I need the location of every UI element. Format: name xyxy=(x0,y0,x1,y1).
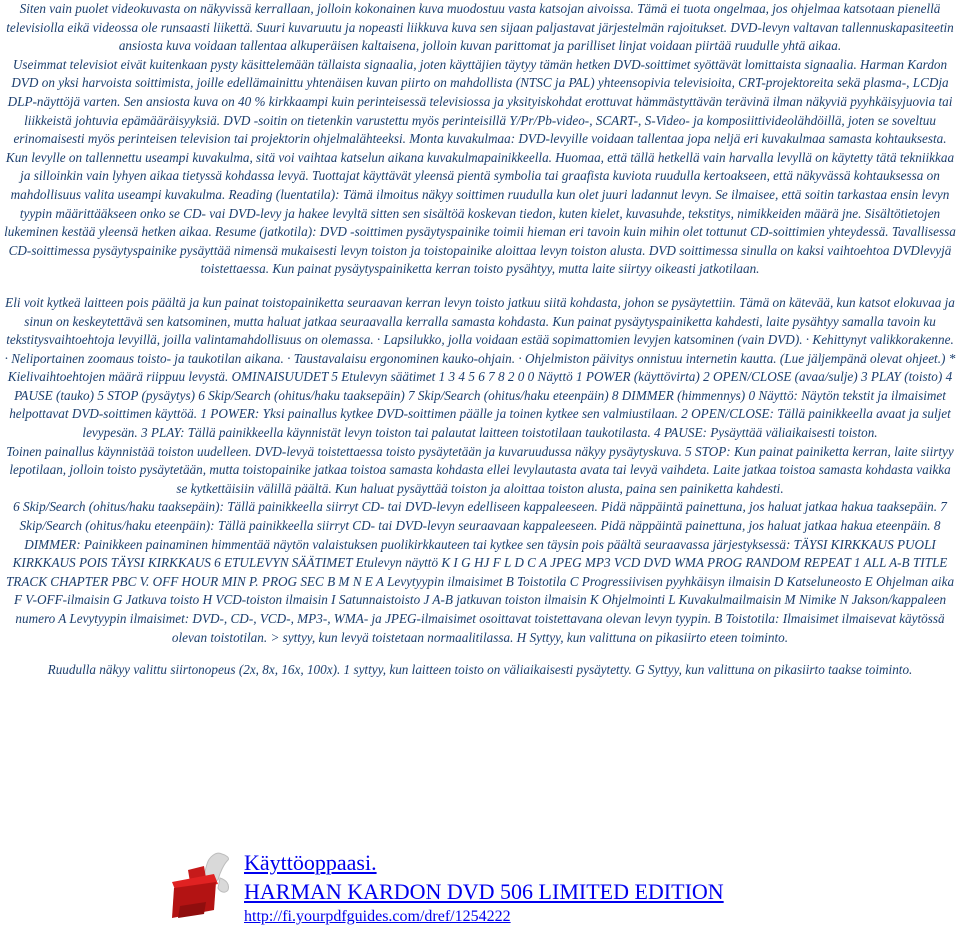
paragraph-2: Useimmat televisiot eivät kuitenkaan pysty käsittelemään tällaista signaalia, joten käyttäjien täytyy tämän hetken DVD-soittimet syöttävät lomittaista signaalia. Harman Kardon DVD on yksi harvoista soittimista, joille edellämainittu yhtenäisen kuvan piirto on mahdollista (NTSC ja PAL) yhteensopivia televisioita, CRT-projektoreita sekä plasma-, LCDja DLP-näyttöjä varten. Sen ansiosta kuva on 40 % kirkkaampi kuin perinteisessä televisiossa ja yksityiskohdat erottuvat hämmästyttävän terävinä ilman näkyviä pyyhkäisyjuovia tai liikkeistä johtuvia epämääräisyyksiä. DVD -soitin on tietenkin varustettu myös perinteisillä Y/Pr/Pb-video-, SCART-, S-Video- ja komposiittivideolähdöillä, joten se soveltuu erinomaisesti myös perinteisen television tai projektorin ohjelmalähteeksi. Monta kuvakulmaa: DVD-levyille voidaan tallentaa jopa neljä eri kuvakulmaa samasta kohtauksesta. xyxy=(7,56,953,147)
paragraph-5: Toinen painallus käynnistää toiston uudelleen. DVD-levyä toistettaessa toisto pysäytetään ja kuvaruudussa näkyy pysäytyskuva. 5 STOP: Kun painat painiketta kerran, laite siirtyy lepotilaan, jolloin toisto pysäytetään, mutta toistopainike jatkaa toistoa samasta kohdasta ellei levylautasta avata tai levyä vaihdeta. Laite jatkaa toistoa samasta kohdasta vaikka se kytkettäisiin välillä päältä. Kun haluat pysäyttää toiston ja aloittaa toiston alusta, paina sen painiketta kahdesti. xyxy=(6,443,954,496)
product-link[interactable]: HARMAN KARDON DVD 506 LIMITED EDITION xyxy=(244,879,724,904)
paragraph-3: Kun levylle on tallennettu useampi kuvakulma, sitä voi vaihtaa katselun aikana kuvakulmapainikkeella. Huomaa, että tällä hetkellä vain harvalla levyllä on käytetty tätä tekniikkaa ja silloinkin vain lyhyen aikaa tietyssä kohdassa levyä. Tuottajat käyttävät yleensä pientä symbolia tai graafista kuviota ruudulla kertoakseen, että näkyvässä kohtauksessa on mahdollisuus valita useampi kuvakulma. Reading (luentatila): Tämä ilmoitus näkyy soittimen ruudulla kun olet juuri ladannut levyn. Se ilmaisee, että soitin tarkastaa ensin levyn tyypin määrittääkseen onko se CD- vai DVD-levy ja hakee levyltä sitten sen sisältöä koskevan tiedon, kuten kielet, kuvasuhde, tekstitys, nimikkeiden määrä jne. Sisältötietojen lukeminen kestää yleensä hetken aikaa. Resume (jatkotila): DVD -soittimen pysäytyspainike toimii hieman eri tavoin kuin mihin olet tottunut CD-soittimien yhteydessä. Tavallisessa CD-soittimessa pysäytyspainike pysäyttää nimensä mukaisesti levyn toiston ja toistopainike aloittaa levyn toiston alusta. DVD soittimessa sinulla on kaksi vaihtoehtoa DVDlevyjä toistettaessa. Kun painat pysäytyspainiketta kerran toisto pysähtyy, mutta laite siirtyy oikeasti jatkotilaan. xyxy=(4,149,956,277)
paragraph-gap xyxy=(0,279,960,294)
paragraph-7: Ruudulla näkyy valittu siirtonopeus (2x, 8x, 16x, 100x). 1 syttyy, kun laitteen toisto on väliaikaisesti pysäytetty. G Syttyy, kun valittuna on pikasiirto taakse toiminto. xyxy=(47,662,913,678)
pdf-guides-logo-icon xyxy=(160,848,238,926)
paragraph-6: 6 Skip/Search (ohitus/haku taaksepäin): Tällä painikkeella siirryt CD- tai DVD-levyn edelliseen kappaleeseen. Pidä näppäintä painettuna, jos haluat jatkaa hakua taaksepäin. 7 Skip/Search (ohitus/haku eteenpäin): Tällä painikkeella siirryt CD- tai DVD-levyn seuraavaan kappaleeseen. Pidä näppäintä painettuna, jos haluat jatkaa hakua eteenpäin. 8 DIMMER: Painikkeen painaminen himmentää näytön valaistuksen puolikirkkauteen tai kytkee sen täysin pois päältä seuraavassa järjestyksessä: TÄYSI KIRKKAUS PUOLI KIRKKAUS POIS TÄYSI KIRKKAUS 6 ETULEVYN SÄÄTIMET Etulevyn näyttö K I G HJ F L D C A JPEG MP3 VCD DVD WMA PROG RANDOM REPEAT 1 ALL A-B TITLE TRACK CHAPTER PBC V. OFF HOUR MIN P. PROG SEC B M N E A Levytyypin ilmaisimet B Toistotila C Progressiivisen pyyhkäisyn ilmaisin D Katseluneosto E Ohjelman aika F V-OFF-ilmaisin G Jatkuva toisto H VCD-toiston ilmaisin I Satunnaistoisto J A-B jatkuvan toiston ilmaisin K Ohjelmointi L Kuvakulmailmaisin M Nimike N Jakson/kappaleen numero A Levytyypin ilmaisimet: DVD-, CD-, VCD-, MP3-, WMA- ja JPEG-ilmaisimet osoittavat toistettavana olevan levyn tyypin. B Toistotila: Ilmaisimet ilmaisevat käytössä olevan toistotilan. > syttyy, kun levyä toistetaan normaalitilassa. H Syttyy, kun valittuna on pikasiirto eteen toiminto. xyxy=(5,499,955,645)
url-link[interactable]: http://fi.yourpdfguides.com/dref/1254222 xyxy=(244,908,511,925)
manual-link[interactable]: Käyttöoppaasi. xyxy=(244,850,377,875)
footer-links xyxy=(244,848,724,928)
paragraph-4: Eli voit kytkeä laitteen pois päältä ja kun painat toistopainiketta seuraavan kerran levyn toisto jatkuu siitä kohdasta, johon se pysäytettiin. Tämä on kätevää, kun katsot elokuvaa ja sinun on keskeytettävä sen katsominen, mutta haluat jatkaa seuraavalla kerralla samasta kohdasta. Kun painat pysäytyspainiketta kahdesti, laite pysähtyy samalla tavoin ku tekstitysvaihtoehtoja levyillä, joilla valintamahdollisuus on olemassa. · Lapsilukko, jolla voidaan estää sopimattomien levyjen katsominen (vain DVD). · Kehittynyt valikkorakenne. · Neliportainen zoomaus toisto- ja taukotilan aikana. · Taustavalaisu ergonominen kauko-ohjain. · Ohjelmiston päivitys onnistuu internetin kautta. (Lue jäljempänä olevat ohjeet.) * Kielivaihtoehtojen määrä riippuu levystä. OMINAISUUDET 5 Etulevyn säätimet 1 3 4 5 6 7 8 2 0 0 Näyttö 1 POWER (käyttövirta) 2 OPEN/CLOSE (avaa/sulje) 3 PLAY (toisto) 4 PAUSE (tauko) 5 STOP (pysäytys) 6 Skip/Search (ohitus/haku taaksepäin) 7 Skip/Search (ohitus/haku eteenpäin) 8 DIMMER (himmennys) 0 Näyttö: Näytön tekstit ja ilmaisimet helpottavat DVD-soittimen käyttöä. 1 POWER: Yksi painallus kytkee DVD-soittimen päälle ja toinen kytkee sen valmiustilaan. 2 OPEN/CLOSE: Tällä painikkeella avaat ja suljet levypesän. 3 PLAY: Tällä painikkeella käynnistät levyn toiston tai palautat laitteen toistotilaan taukotilasta. 4 PAUSE: Pysäyttää väliaikaisesti toiston. xyxy=(4,294,956,441)
paragraph-gap xyxy=(0,647,960,661)
paragraph-1: Siten vain puolet videokuvasta on näkyvissä kerrallaan, jolloin kokonainen kuva muodostuu vasta katsojan aivoissa. Tämä ei tuota ongelmaa, jos ohjelmaa katsotaan pienellä televisiolla eikä videossa ole runsaasti liikettä. Suuri kuvaruutu ja nopeasti liikkuva kuva sen sijaan paljastavat järjestelmän rajoitukset. DVD-levyn valtavan tallennuskapasiteetin ansiosta kuva voidaan tallentaa alkuperäisen kaltaisena, jolloin kuvan parittomat ja parilliset linjat voidaan piirtää ruudulle yhtä aikaa. xyxy=(6,1,954,54)
footer xyxy=(160,848,860,942)
